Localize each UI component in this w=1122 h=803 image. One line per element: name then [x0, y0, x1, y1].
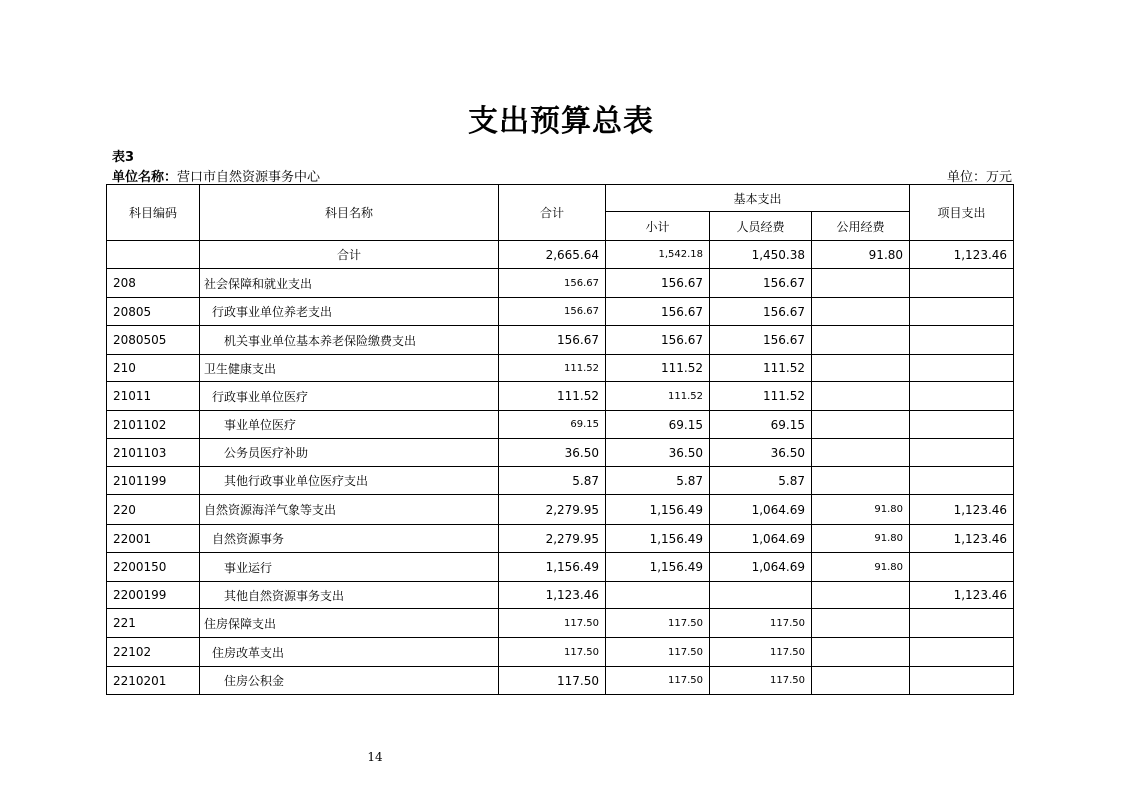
table-row [107, 241, 1014, 269]
unit-line [112, 166, 1012, 185]
cell-project [910, 269, 1014, 298]
cell-code: 2200199 [107, 582, 200, 609]
cell-code: 21011 [107, 382, 200, 411]
cell-code [107, 241, 200, 269]
table-row [107, 326, 1014, 355]
cell-subtotal: 1,156.49 [606, 495, 710, 525]
cell-project: 1,123.46 [910, 582, 1014, 609]
cell-name: 卫生健康支出 [200, 355, 499, 382]
unit-name-label: 单位名称： [112, 170, 178, 185]
cell-project [910, 326, 1014, 355]
cell-code: 2200150 [107, 553, 200, 582]
header-basic: 基本支出 [606, 185, 910, 212]
header-name: 科目名称 [200, 185, 499, 241]
cell-personnel: 5.87 [710, 467, 812, 495]
unit-name: 营口市自然资源事务中心 [177, 170, 321, 185]
cell-personnel: 156.67 [710, 269, 812, 298]
cell-subtotal: 156.67 [606, 298, 710, 326]
cell-total: 2,665.64 [499, 241, 606, 269]
cell-name: 其他行政事业单位医疗支出 [200, 467, 499, 495]
cell-public [812, 411, 910, 439]
cell-name: 自然资源海洋气象等支出 [200, 495, 499, 525]
cell-subtotal: 117.50 [606, 609, 710, 638]
cell-subtotal [606, 582, 710, 609]
table-number: 表3 [112, 150, 135, 165]
page-number: 14 [367, 750, 383, 764]
cell-project [910, 667, 1014, 695]
budget-table [106, 184, 1014, 695]
cell-total: 117.50 [499, 667, 606, 695]
cell-personnel: 1,450.38 [710, 241, 812, 269]
cell-total: 2,279.95 [499, 495, 606, 525]
cell-name: 社会保障和就业支出 [200, 269, 499, 298]
header-project: 项目支出 [910, 185, 1014, 241]
cell-subtotal: 1,156.49 [606, 553, 710, 582]
cell-total: 156.67 [499, 298, 606, 326]
cell-code: 22001 [107, 525, 200, 553]
cell-code: 2101199 [107, 467, 200, 495]
cell-total: 1,123.46 [499, 582, 606, 609]
cell-public: 91.80 [812, 525, 910, 553]
header-public: 公用经费 [812, 212, 910, 241]
cell-name: 住房保障支出 [200, 609, 499, 638]
cell-project [910, 411, 1014, 439]
cell-public: 91.80 [812, 241, 910, 269]
cell-total: 36.50 [499, 439, 606, 467]
cell-personnel: 117.50 [710, 667, 812, 695]
cell-personnel: 36.50 [710, 439, 812, 467]
cell-project: 1,123.46 [910, 525, 1014, 553]
cell-public [812, 638, 910, 667]
cell-total: 117.50 [499, 638, 606, 667]
cell-personnel: 111.52 [710, 355, 812, 382]
cell-subtotal: 69.15 [606, 411, 710, 439]
cell-personnel: 156.67 [710, 326, 812, 355]
cell-public [812, 326, 910, 355]
cell-total: 156.67 [499, 326, 606, 355]
cell-personnel: 1,064.69 [710, 553, 812, 582]
cell-personnel: 1,064.69 [710, 525, 812, 553]
cell-name: 行政事业单位医疗 [200, 382, 499, 411]
cell-public [812, 667, 910, 695]
cell-project: 1,123.46 [910, 495, 1014, 525]
cell-subtotal: 5.87 [606, 467, 710, 495]
cell-project [910, 355, 1014, 382]
cell-personnel: 111.52 [710, 382, 812, 411]
cell-public [812, 382, 910, 411]
table-row [107, 411, 1014, 439]
cell-personnel: 156.67 [710, 298, 812, 326]
cell-subtotal: 111.52 [606, 355, 710, 382]
cell-code: 210 [107, 355, 200, 382]
header-code: 科目编码 [107, 185, 200, 241]
table-row [107, 467, 1014, 495]
cell-project [910, 382, 1014, 411]
table-row [107, 298, 1014, 326]
cell-name: 机关事业单位基本养老保险缴费支出 [200, 326, 499, 355]
table-row [107, 525, 1014, 553]
cell-code: 2101102 [107, 411, 200, 439]
cell-project: 1,123.46 [910, 241, 1014, 269]
cell-total: 156.67 [499, 269, 606, 298]
cell-code: 221 [107, 609, 200, 638]
cell-name: 自然资源事务 [200, 525, 499, 553]
cell-personnel: 117.50 [710, 609, 812, 638]
cell-name: 其他自然资源事务支出 [200, 582, 499, 609]
cell-subtotal: 36.50 [606, 439, 710, 467]
cell-name: 事业单位医疗 [200, 411, 499, 439]
cell-name: 住房改革支出 [200, 638, 499, 667]
cell-subtotal: 1,542.18 [606, 241, 710, 269]
cell-name: 住房公积金 [200, 667, 499, 695]
cell-project [910, 439, 1014, 467]
cell-code: 22102 [107, 638, 200, 667]
cell-personnel [710, 582, 812, 609]
cell-code: 208 [107, 269, 200, 298]
header-subtotal: 小计 [606, 212, 710, 241]
cell-personnel: 69.15 [710, 411, 812, 439]
table-row [107, 553, 1014, 582]
header-personnel: 人员经费 [710, 212, 812, 241]
cell-subtotal: 117.50 [606, 667, 710, 695]
table-row [107, 439, 1014, 467]
cell-code: 2210201 [107, 667, 200, 695]
header-total: 合计 [499, 185, 606, 241]
cell-code: 2080505 [107, 326, 200, 355]
cell-total: 5.87 [499, 467, 606, 495]
cell-project [910, 638, 1014, 667]
cell-project [910, 609, 1014, 638]
cell-public [812, 582, 910, 609]
cell-code: 20805 [107, 298, 200, 326]
cell-total: 117.50 [499, 609, 606, 638]
cell-subtotal: 1,156.49 [606, 525, 710, 553]
table-row [107, 269, 1014, 298]
cell-code: 220 [107, 495, 200, 525]
cell-personnel: 1,064.69 [710, 495, 812, 525]
cell-subtotal: 117.50 [606, 638, 710, 667]
cell-total: 2,279.95 [499, 525, 606, 553]
cell-project [910, 553, 1014, 582]
page-title: 支出预算总表 [468, 104, 654, 139]
cell-personnel: 117.50 [710, 638, 812, 667]
cell-public: 91.80 [812, 495, 910, 525]
cell-project [910, 467, 1014, 495]
cell-subtotal: 156.67 [606, 269, 710, 298]
cell-code: 2101103 [107, 439, 200, 467]
table-row [107, 638, 1014, 667]
cell-public [812, 609, 910, 638]
cell-total: 111.52 [499, 355, 606, 382]
currency-unit: 单位：万元 [946, 170, 1012, 185]
table-row [107, 355, 1014, 382]
cell-public [812, 269, 910, 298]
cell-subtotal: 111.52 [606, 382, 710, 411]
table-row [107, 609, 1014, 638]
cell-subtotal: 156.67 [606, 326, 710, 355]
cell-name-total: 合计 [200, 241, 499, 269]
cell-name: 行政事业单位养老支出 [200, 298, 499, 326]
cell-public [812, 467, 910, 495]
table-row [107, 382, 1014, 411]
cell-public [812, 355, 910, 382]
cell-public: 91.80 [812, 553, 910, 582]
cell-total: 69.15 [499, 411, 606, 439]
cell-name: 公务员医疗补助 [200, 439, 499, 467]
cell-project [910, 298, 1014, 326]
cell-name: 事业运行 [200, 553, 499, 582]
cell-total: 1,156.49 [499, 553, 606, 582]
cell-total: 111.52 [499, 382, 606, 411]
table-row [107, 582, 1014, 609]
table-row [107, 495, 1014, 525]
cell-public [812, 298, 910, 326]
table-row [107, 667, 1014, 695]
cell-public [812, 439, 910, 467]
